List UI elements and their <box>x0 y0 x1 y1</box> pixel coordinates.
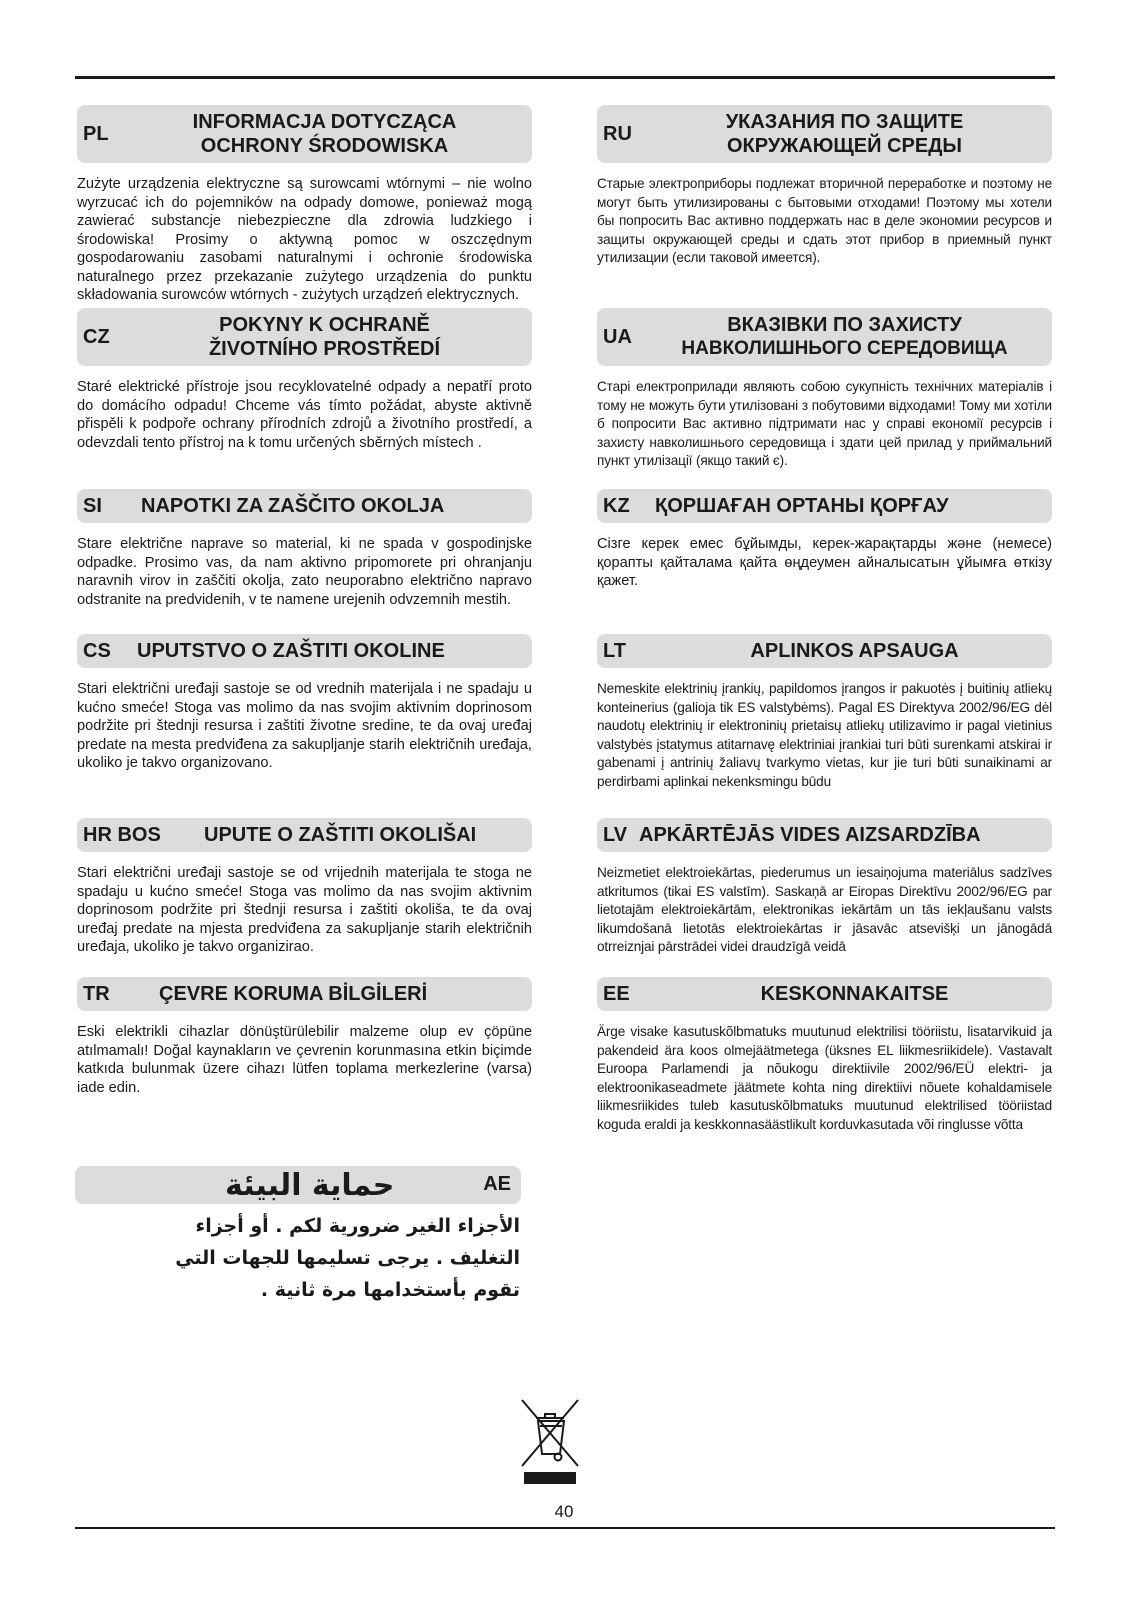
section-body: Ärge visake kasutuskõlbmatuks muutunud elektrilisi tööriistu, lisatarvikuid ja pakendeid ära koos olmejäätmetega (üksnes EL liikmesriikidele). Vastavalt Euroopa Parlamendi ja nõukogu direktiivile 2002/96/EÜ elektri- ja elektroonikaseadmete jäätmete kohta ning direktiivi nõuete kohaldamisele liikmesriikides tuleb kasutuskõlbmatuks muutunud elektrilised tööriistad koguda eraldi ja keskkonnasäästlikult korduvkasutada või ringlusse võtta <box>597 1024 1052 1132</box>
section-header <box>597 308 1052 366</box>
section-title-line2: ŽIVOTNÍHO PROSTŘEDÍ <box>208 338 441 360</box>
section-header <box>77 489 532 523</box>
section-body: Старые электроприборы подлежат вторичной переработке и поэтому не могут быть утилизированы с бытовыми отходами! Поэтому мы хотели бы попросить Вас активно поддержать нас в деле экономии ресурсов и защиты окружающей среды и сдать этот прибор в приемный пункт утилизации (если таковой имеется). <box>597 176 1052 265</box>
section-header <box>597 818 1052 852</box>
bottom-rule <box>75 1527 1055 1529</box>
section-ae-body <box>100 1210 520 1306</box>
section-title: UPUTSTVO O ZAŠTITI OKOLINE <box>137 640 445 662</box>
language-code: UA <box>603 326 632 348</box>
section-header <box>77 634 532 668</box>
section-cz <box>77 308 532 452</box>
section-title: ВКАЗІВКИ ПО ЗАХИСТУ <box>727 314 962 336</box>
section-title-line2: НАВКОЛИШНЬОГО СЕРЕДОВИЩА <box>681 338 1008 359</box>
section-hr-bos <box>77 818 532 957</box>
section-ua <box>597 308 1052 471</box>
section-header <box>77 308 532 366</box>
section-body: Zużyte urządzenia elektryczne są surowcami wtórnymi – nie wolno wyrzucać ich do pojemników na odpady domowe, ponieważ mogą zawierać substancje niebezpieczne dla zdrowia ludzkiego i środowiska! Prosimy o aktywną pomoc w oszczędnym gospodarowaniu zasobami naturalnymi i ochronie środowiska naturalnego przez przekazanie zużytego urządzenia do punktu składowania surowców wtórnych - zużytych urządzeń elektrycznych. <box>77 176 532 303</box>
section-title: УКАЗАНИЯ ПО ЗАЩИТЕ <box>725 111 964 133</box>
ae-line-2: التغليف . يرجى تسليمها للجهات التي <box>175 1247 520 1269</box>
section-body: Stari električni uređaji sastoje se od vrijednih materijala te stoga ne spadaju u kućno smeće! Stoga vas molimo da nas svojim aktivnim doprinosom podržite pri štednji resursa i zaštiti okoliša, te da ovaj uređaj predate na mjesta predviđena za sakupljanje starih električnih uređaja, ukoliko je takvo organizirao. <box>77 865 532 955</box>
page-number: 40 <box>554 1502 574 1521</box>
section-tr <box>77 977 532 1097</box>
section-title: ҚОРШАҒАН ОРТАНЫ ҚОРҒАУ <box>655 495 949 517</box>
section-title: APKĀRTĒJĀS VIDES AIZSARDZĪBA <box>639 824 981 846</box>
language-code: SI <box>83 495 102 517</box>
ae-line-1: الأجزاء الغير ضرورية لكم . أو أجزاء <box>195 1215 520 1237</box>
language-code: CZ <box>83 326 110 348</box>
section-si <box>77 489 532 609</box>
language-code: EE <box>603 983 630 1005</box>
section-lv <box>597 818 1052 957</box>
top-rule <box>75 76 1055 79</box>
section-header <box>597 105 1052 163</box>
section-body: Stare električne naprave so material, ki ne spada v gospodinjske odpadke. Prosimo vas, da nam aktivno pripomorete pri ohranjanju naravnih virov in zaščiti okolja, zato neuporabno električno napravo odstranite na predvidenih, v te namene urejenih odvzemnih mestih. <box>77 536 532 608</box>
ae-line-3: تقوم بأستخدامها مرة ثانية . <box>260 1279 520 1301</box>
section-header <box>597 489 1052 523</box>
language-code: LV <box>603 824 628 846</box>
section-body: Stari električni uređaji sastoje se od vrednih materijala i ne spadaju u kućno smeće! Stoga vas molimo da nas svojim aktivnim doprinosom podržite pri štednji resursa i zaštiti životne sredine, te da ovaj uređaj predate na mesta predviđena za sakupljanje starih električnih uređaja, ukoliko je takvo organizovano. <box>77 681 532 771</box>
section-ru <box>597 105 1052 268</box>
section-title-line2: OCHRONY ŚRODOWISKA <box>200 135 449 157</box>
section-ae-header <box>75 1166 521 1204</box>
section-title: ÇEVRE KORUMA BİLGİLERİ <box>159 983 428 1005</box>
section-pl <box>77 105 532 305</box>
section-body: Eski elektrikli cihazlar dönüştürülebilir malzeme olup ev çöpüne atılmamalı! Doğal kaynakların ve çevrenin korunmasına etkin biçimde katkıda bulunmak üzere cihazı lütfen toplama merkezlerine (varsa) iade edin. <box>77 1024 532 1096</box>
language-code: PL <box>83 123 109 145</box>
section-title: UPUTE O ZAŠTITI OKOLIŠAI <box>204 824 477 846</box>
language-code: LT <box>603 640 626 662</box>
section-header <box>77 818 532 852</box>
section-title: INFORMACJA DOTYCZĄCA <box>192 111 457 133</box>
section-body: Neizmetiet elektroiekārtas, piederumus un iesaiņojuma materiālus sadzīves atkritumos (tikai ES valstīm). Saskaņā ar Eiropas Direktīvu 2002/96/EG par lietotajām elektroiekārtām, elektronikas iekārtām un tās iekļaušanu valsts likumdošanā lietotās elektroiekārtas ir jāsavāc atsevišķi un jānogādā otrreiznjai pārstrādei videi draudzīgā veidā <box>597 865 1052 954</box>
section-body: Старі електроприлади являють собою сукупність технічних матеріалів і тому не можуть бути утилізовані з побутовими відходами! Тому ми хотіли б попросити Вас активно підтримати нас у справі економії ресурсів і захисту навколишнього середовища і здати цей прилад у приймальний пункт утилізації (якщо такий є). <box>597 379 1052 468</box>
section-header <box>597 634 1052 668</box>
section-title: NAPOTKI ZA ZAŠČITO OKOLJA <box>141 495 445 517</box>
crossed-out-wheelie-bin-icon <box>518 1396 582 1488</box>
language-code: TR <box>83 983 110 1005</box>
section-body: Сізге керек емес бұйымды, керек-жарақтарды және (немесе) қорапты қайталама қайта өңдеумен айналысатын ұйымға өткізу қажет. <box>597 536 1052 589</box>
section-lt <box>597 634 1052 791</box>
language-code: CS <box>83 640 111 662</box>
section-header <box>77 105 532 163</box>
language-code: AE <box>483 1173 511 1195</box>
section-title: حماية البيئة <box>225 1168 395 1203</box>
section-title: KESKONNAKAITSE <box>760 983 949 1005</box>
language-code: KZ <box>603 495 630 517</box>
section-header <box>597 977 1052 1011</box>
section-cs <box>77 634 532 773</box>
language-code: RU <box>603 123 632 145</box>
section-title: APLINKOS APSAUGA <box>750 640 959 662</box>
section-title-line2: ОКРУЖАЮЩЕЙ СРЕДЫ <box>726 135 963 157</box>
section-kz <box>597 489 1052 591</box>
section-ee <box>597 977 1052 1134</box>
section-title: POKYNY K OCHRANĚ <box>219 314 430 336</box>
section-body: Nemeskite elektrinių įrankių, papildomos įrangos ir pakuotės į buitinių atliekų konteinerius (galioja tik ES valstybėms). Pagal ES Direktyva 2002/96/EG dėl naudotų elektrinių ir elektroninių prietaisų atliekų utilizavimo ir pagal vietinius valstybės įstatymus atitarnavę elektriniai įrankiai turi būti surenkami atskirai ir gabenami į antrinių žaliavų tvarkymo vietas, kur jie turi būti sunaikinami ar perdirbami aplinkai nekenksmingu būdu <box>597 681 1052 789</box>
section-body: Staré elektrické přístroje jsou recyklovatelné odpady a nepatří proto do domácího odpadu! Chceme vás tímto požádat, abyste aktivně přispěli k podpoře ochrany přírodních zdrojů a životního prostředí, a odevzdali tento přístroj na k tomu určených sběrných místech . <box>77 379 532 451</box>
section-header <box>77 977 532 1011</box>
language-code: HR BOS <box>83 824 161 846</box>
